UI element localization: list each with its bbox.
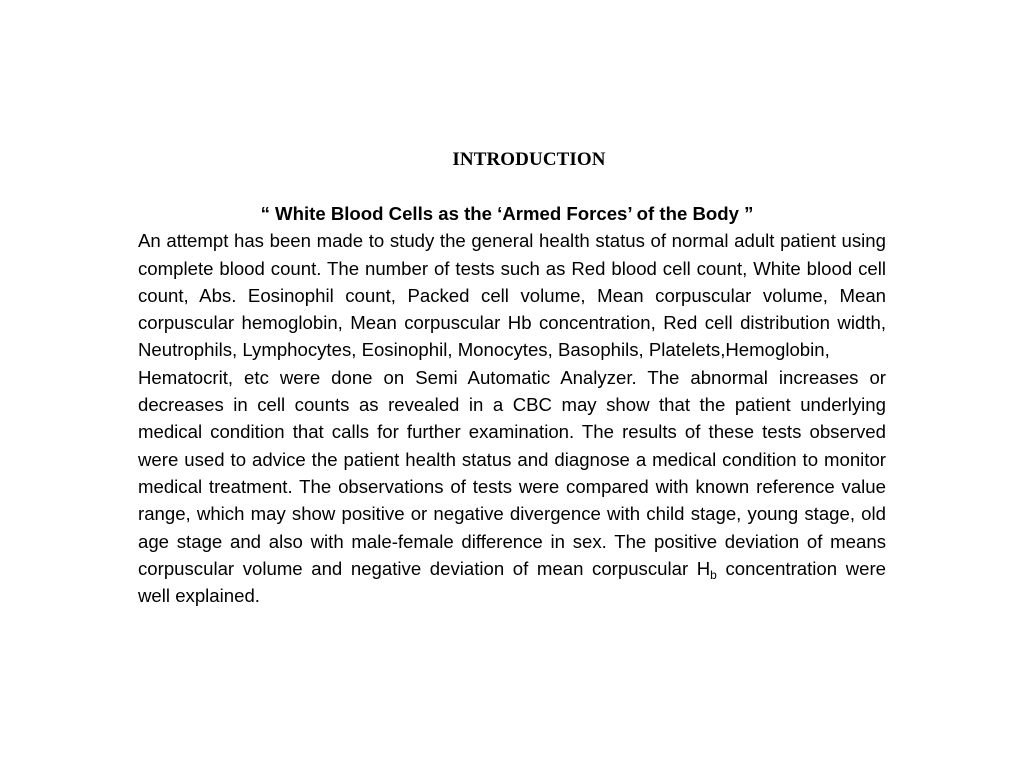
paragraph-2-main: Hematocrit, etc were done on Semi Automatic Analyzer. The abnormal increases or decreases in cell counts as revealed in a CBC may show that the patient underlying medical condition that calls for further examination. The results of these tests observed were used to advice the patient health status and diagnose a medical condition to monitor medical treatment. The observations of tests were compared with known reference value range, which may show positive or negative divergence with child stage, young stage, old age stage and also with male-female difference in sex. The positive deviation of means corpuscular volume and negative deviation of mean corpuscular H <box>138 366 886 579</box>
subtitle: “ White Blood Cells as the ‘Armed Forces’ of the Body ” <box>260 203 754 224</box>
body-text <box>138 200 886 609</box>
page-title: INTRODUCTION <box>452 149 606 170</box>
paragraph-2-tail: concentration were well explained. <box>138 557 886 607</box>
hb-subscript: b <box>710 567 717 582</box>
paragraph-1: An attempt has been made to study the general health status of normal adult patient using complete blood count. The number of tests such as Red blood cell count, White blood cell count, Abs. Eosinophil count, Packed cell volume, Mean corpuscular volume, Mean corpuscular hemoglobin, Mean corpuscular Hb concentration, Red cell distribution width, Neutrophils, Lymphocytes, Eosinophil, Monocytes, Basophils, Platelets,Hemoglobin, <box>138 230 886 361</box>
paragraph-2 <box>138 364 886 610</box>
